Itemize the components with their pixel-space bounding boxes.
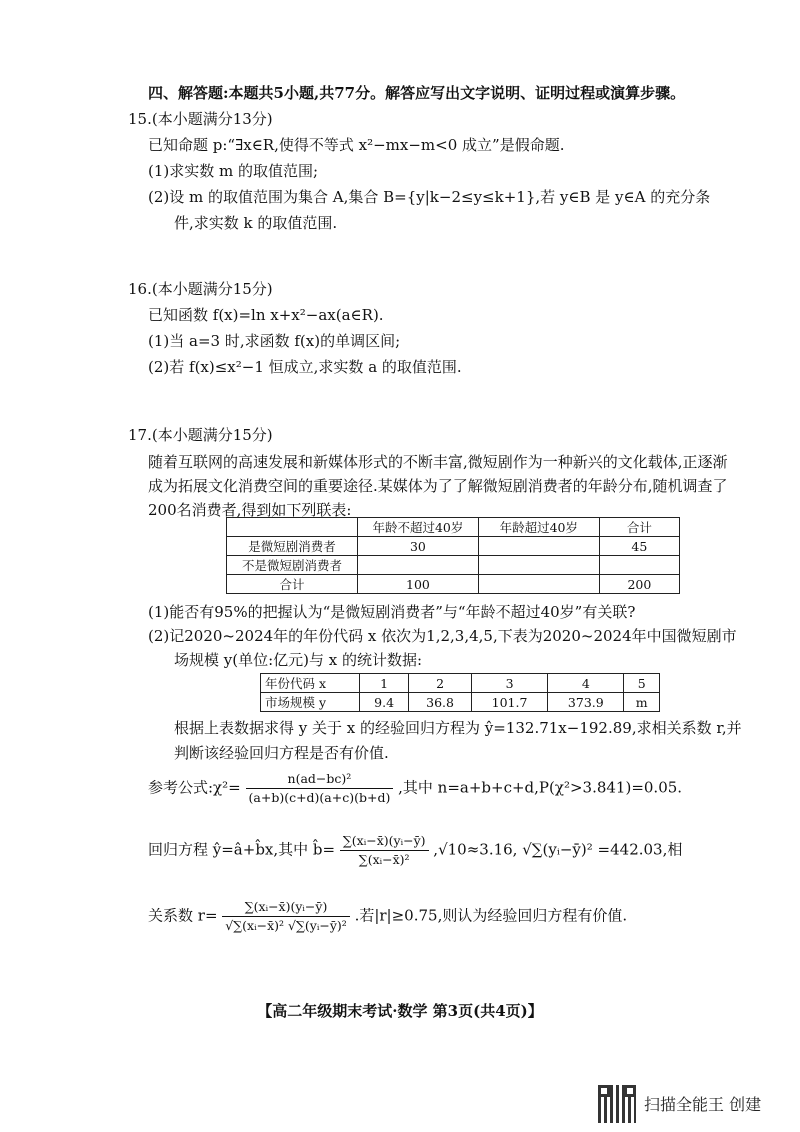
fraction-numerator: ∑(xᵢ−x̄)(yᵢ−ȳ) <box>222 898 349 917</box>
sqrt-sum: √∑(yᵢ−ȳ)² <box>522 840 593 859</box>
table-cell: 年份代码 x <box>261 674 360 693</box>
table-cell: 2 <box>409 674 472 693</box>
fraction-denominator: √∑(xᵢ−x̄)² √∑(yᵢ−ȳ)² <box>225 918 347 933</box>
market-size-table <box>260 673 660 712</box>
q17-para1: 随着互联网的高速发展和新媒体形式的不断丰富,微短剧作为一种新兴的文化载体,正逐渐 <box>148 453 728 471</box>
formula-tail: =442.03,相 <box>597 840 683 859</box>
qr-code-icon <box>598 1085 636 1123</box>
q16-part1: (1)当 a=3 时,求函数 f(x)的单调区间; <box>148 332 401 350</box>
correlation-fraction <box>222 898 349 935</box>
scanner-watermark: 扫描全能王 创建 <box>644 1095 762 1114</box>
formula-label: 回归方程 ŷ=â+b̂x,其中 b̂= <box>148 840 336 859</box>
table-cell: 不是微短剧消费者 <box>227 556 358 575</box>
q17-head: 17.(本小题满分15分) <box>128 426 273 444</box>
q15-part1: (1)求实数 m 的取值范围; <box>148 162 319 180</box>
q17-part2a: (2)记2020~2024年的年份代码 x 依次为1,2,3,4,5,下表为2020~2024年中国微短剧市 <box>148 627 737 645</box>
chi-square-fraction <box>246 770 394 807</box>
table-cell: 200 <box>599 575 679 594</box>
table-cell <box>599 556 679 575</box>
formula-tail: ,√10≈3.16, <box>433 840 518 859</box>
fraction-denominator: (a+b)(c+d)(a+c)(b+d) <box>248 790 391 805</box>
table-cell: 市场规模 y <box>261 693 360 712</box>
table-cell: 9.4 <box>360 693 409 712</box>
table-row <box>261 674 660 693</box>
table-cell: 101.7 <box>471 693 547 712</box>
q17-part2d: 判断该经验回归方程是否有价值. <box>174 744 389 762</box>
table-cell <box>227 518 358 537</box>
fraction-numerator: n(ad−bc)² <box>246 770 394 789</box>
table-row <box>227 537 680 556</box>
q16-head: 16.(本小题满分15分) <box>128 280 273 298</box>
q17-part2b: 场规模 y(单位:亿元)与 x 的统计数据: <box>174 651 423 669</box>
table-cell: 3 <box>471 674 547 693</box>
slope-fraction <box>340 832 429 869</box>
table-cell <box>478 575 599 594</box>
table-cell: 5 <box>624 674 660 693</box>
q15-part2a: (2)设 m 的取值范围为集合 A,集合 B={y|k−2≤y≤k+1},若 y∈B 是 y∈A 的充分条 <box>148 188 711 206</box>
table-row <box>227 575 680 594</box>
section-heading: 四、解答题:本题共5小题,共77分。解答应写出文字说明、证明过程或演算步骤。 <box>148 84 686 102</box>
table-cell: 30 <box>358 537 479 556</box>
fraction-denominator: ∑(xᵢ−x̄)² <box>358 852 410 867</box>
table-cell: 合计 <box>599 518 679 537</box>
q17-para2: 成为拓展文化消费空间的重要途径.某媒体为了了解微短剧消费者的年龄分布,随机调查了 <box>148 477 728 495</box>
table-cell: 年龄超过40岁 <box>478 518 599 537</box>
formula-tail: ,其中 n=a+b+c+d,P(χ²>3.841)=0.05. <box>398 778 683 797</box>
table-cell: 36.8 <box>409 693 472 712</box>
formula-label: 关系数 r= <box>148 906 218 925</box>
table-cell: 是微短剧消费者 <box>227 537 358 556</box>
chi-square-formula <box>148 770 682 807</box>
table-cell: 合计 <box>227 575 358 594</box>
table-row <box>227 518 680 537</box>
q17-part1: (1)能否有95%的把握认为“是微短剧消费者”与“年龄不超过40岁”有关联? <box>148 603 636 621</box>
contingency-table <box>226 517 680 594</box>
q17-para3: 200名消费者,得到如下列联表: <box>148 501 352 519</box>
regression-formula <box>148 832 682 869</box>
formula-tail: .若|r|≥0.75,则认为经验回归方程有价值. <box>354 906 628 925</box>
table-cell <box>478 556 599 575</box>
q15-part2b: 件,求实数 k 的取值范围. <box>174 214 338 232</box>
fraction-numerator: ∑(xᵢ−x̄)(yᵢ−ȳ) <box>340 832 429 851</box>
q17-part2c: 根据上表数据求得 y 关于 x 的经验回归方程为 ŷ=132.71x−192.89,求相关系数 r,并 <box>174 719 742 737</box>
q15-head: 15.(本小题满分13分) <box>128 110 273 128</box>
table-cell: 373.9 <box>548 693 624 712</box>
table-cell <box>358 556 479 575</box>
table-row <box>261 693 660 712</box>
correlation-formula <box>148 898 627 935</box>
formula-label: 参考公式:χ²= <box>148 778 241 797</box>
table-cell: 4 <box>548 674 624 693</box>
q16-part2: (2)若 f(x)≤x²−1 恒成立,求实数 a 的取值范围. <box>148 358 462 376</box>
table-cell: 100 <box>358 575 479 594</box>
page-footer: 【高二年级期末考试·数学 第3页(共4页)】 <box>257 1002 543 1020</box>
q16-stem: 已知函数 f(x)=ln x+x²−ax(a∈R). <box>148 306 384 324</box>
q15-stem: 已知命题 p:“∃x∈R,使得不等式 x²−mx−m<0 成立”是假命题. <box>148 136 565 154</box>
table-row <box>227 556 680 575</box>
table-cell: 45 <box>599 537 679 556</box>
table-cell: 1 <box>360 674 409 693</box>
table-cell: m <box>624 693 660 712</box>
table-cell <box>478 537 599 556</box>
table-cell: 年龄不超过40岁 <box>358 518 479 537</box>
